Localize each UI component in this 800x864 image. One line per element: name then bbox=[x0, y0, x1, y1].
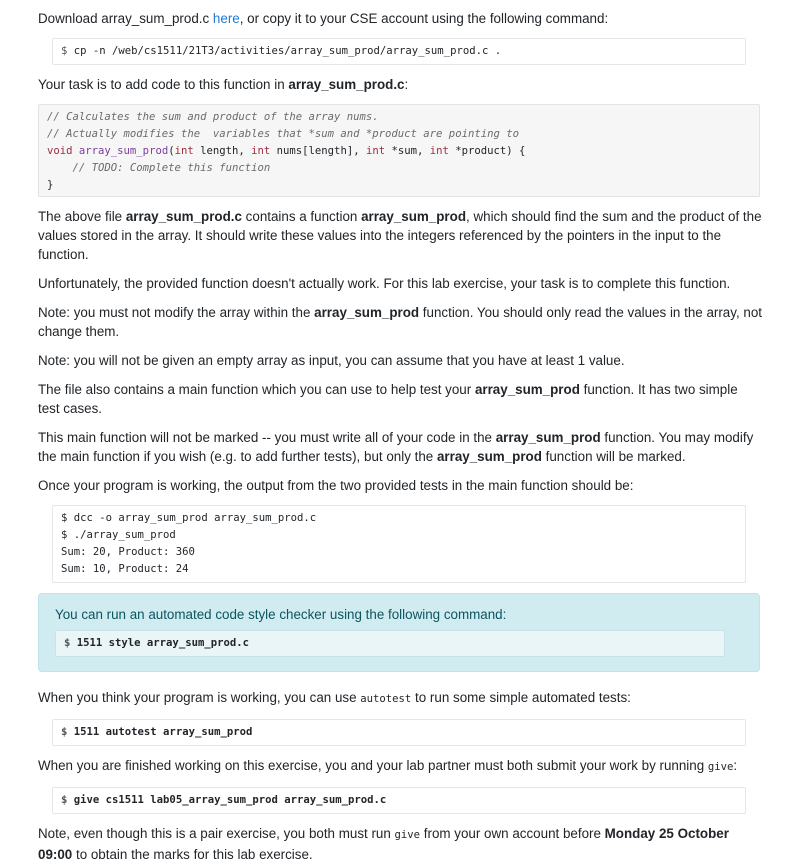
paragraph-final-note bbox=[38, 824, 762, 864]
bold-function-name: array_sum_prod bbox=[314, 305, 420, 320]
text: The file also contains a main function which you can use to help test your bbox=[38, 382, 475, 397]
give-command: give cs1511 lab05_array_sum_prod array_sum_prod.c bbox=[73, 794, 387, 806]
task-text: Your task is to add code to this function in bbox=[38, 77, 289, 92]
inline-code-autotest: autotest bbox=[360, 693, 412, 705]
style-command: 1511 style array_sum_prod.c bbox=[76, 637, 249, 649]
code-text: *sum, bbox=[385, 145, 430, 157]
code-comment: // Actually modifies the variables that *sum and *product are pointing to bbox=[47, 128, 519, 140]
inline-code-give: give bbox=[394, 829, 421, 841]
output-line: $ ./array_sum_prod bbox=[61, 529, 176, 541]
code-keyword: int bbox=[251, 145, 271, 157]
deadline: Monday 25 October 09:00 bbox=[38, 826, 729, 862]
text: Note, even though this is a pair exercise, you both must run bbox=[38, 826, 395, 841]
text: , which should find the sum and the product of the values stored in the array. It should write these values into the integers referenced by the pointers in the input to the function. bbox=[38, 209, 762, 262]
download-text: Download array_sum_prod.c bbox=[38, 11, 213, 26]
text: function will be marked. bbox=[541, 449, 686, 464]
cp-command-block[interactable] bbox=[52, 38, 746, 65]
text: from your own account before bbox=[420, 826, 605, 841]
paragraph-autotest bbox=[38, 688, 762, 709]
paragraph-expected-output: Once your program is working, the output from the two provided tests in the main function should be: bbox=[38, 478, 634, 493]
text: Note: you must not modify the array within the bbox=[38, 305, 315, 320]
style-checker-alert bbox=[38, 593, 760, 672]
task-filename: array_sum_prod.c bbox=[288, 77, 405, 92]
shell-prompt: $ bbox=[61, 726, 74, 738]
shell-prompt: $ bbox=[64, 637, 77, 649]
paragraph-note-empty: Note: you will not be given an empty array as input, you can assume that you have at least 1 value. bbox=[38, 353, 625, 368]
paragraph-give bbox=[38, 756, 762, 777]
code-keyword: int bbox=[365, 145, 386, 157]
download-link[interactable]: here bbox=[212, 11, 240, 26]
text: to run some simple automated tests: bbox=[411, 690, 631, 705]
source-code-block[interactable] bbox=[38, 104, 760, 197]
bold-function-name: array_sum_prod bbox=[361, 209, 467, 224]
expected-output-block[interactable] bbox=[52, 505, 746, 583]
download-instructions bbox=[38, 9, 762, 28]
inline-code-give: give bbox=[707, 761, 734, 773]
code-keyword: int bbox=[429, 145, 449, 157]
code-comment: // Calculates the sum and product of the array nums. bbox=[47, 111, 379, 123]
style-command-block[interactable] bbox=[55, 630, 725, 657]
text: function. You may modify the main function if you wish (e.g. to add further tests), but only the bbox=[38, 430, 754, 464]
shell-prompt: $ bbox=[61, 45, 74, 57]
code-keyword: int bbox=[174, 145, 194, 157]
bold-filename: array_sum_prod.c bbox=[125, 209, 242, 224]
code-text: length, bbox=[193, 145, 252, 157]
code-close-brace: } bbox=[47, 179, 54, 191]
text: to obtain the marks for this lab exercise. bbox=[72, 847, 313, 862]
task-description bbox=[38, 75, 762, 94]
output-line: Sum: 10, Product: 24 bbox=[61, 563, 189, 575]
text: : bbox=[733, 758, 738, 773]
code-keyword: void bbox=[47, 145, 73, 157]
bold-function-name: array_sum_prod bbox=[474, 382, 580, 397]
autotest-command-block[interactable] bbox=[52, 719, 746, 746]
paragraph-note-modify bbox=[38, 303, 762, 341]
style-checker-text: You can run an automated code style checker using the following command: bbox=[55, 607, 507, 622]
bold-function-name: array_sum_prod bbox=[436, 449, 542, 464]
code-comment: // TODO: Complete this function bbox=[47, 162, 271, 174]
output-line: Sum: 20, Product: 360 bbox=[61, 546, 195, 558]
download-text-after: , or copy it to your CSE account using the following command: bbox=[239, 11, 609, 26]
paragraph-unfortunately: Unfortunately, the provided function doesn't actually work. For this lab exercise, your task is to complete this function. bbox=[38, 276, 731, 291]
code-text: ( bbox=[168, 145, 175, 157]
text: When you think your program is working, you can use bbox=[38, 690, 361, 705]
paragraph-not-marked bbox=[38, 428, 762, 466]
text: function. It has two simple test cases. bbox=[38, 382, 738, 416]
cp-command: cp -n /web/cs1511/21T3/activities/array_sum_prod/array_sum_prod.c . bbox=[73, 45, 502, 57]
code-text: nums[length], bbox=[270, 145, 366, 157]
paragraph-main-function bbox=[38, 380, 762, 418]
output-line: $ dcc -o array_sum_prod array_sum_prod.c bbox=[61, 512, 317, 524]
task-text-end: : bbox=[404, 77, 409, 92]
text: When you are finished working on this exercise, you and your lab partner must both submit your work by running bbox=[38, 758, 708, 773]
text: contains a function bbox=[241, 209, 362, 224]
text: This main function will not be marked -- you must write all of your code in the bbox=[38, 430, 496, 445]
text: function. You should only read the values in the array, not change them. bbox=[38, 305, 763, 339]
paragraph-file-description bbox=[38, 207, 762, 264]
bold-function-name: array_sum_prod bbox=[495, 430, 601, 445]
give-command-block[interactable] bbox=[52, 787, 746, 814]
autotest-command: 1511 autotest array_sum_prod bbox=[73, 726, 253, 738]
shell-prompt: $ bbox=[61, 794, 74, 806]
code-text: *product) { bbox=[448, 145, 526, 157]
code-function-name: array_sum_prod bbox=[78, 145, 169, 157]
text: The above file bbox=[38, 209, 126, 224]
